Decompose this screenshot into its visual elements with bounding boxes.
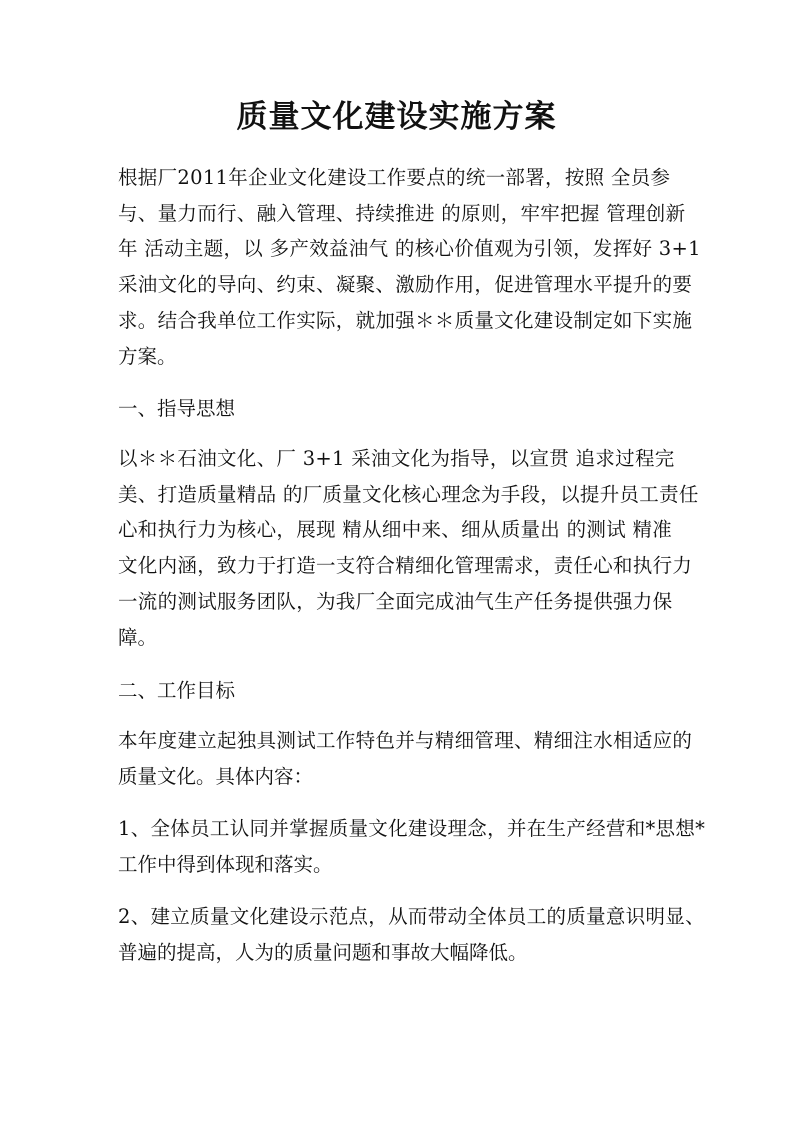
intro-line-6: 方案。: [118, 345, 177, 368]
section2-line-2: 质量文化。具体内容：: [118, 765, 314, 788]
item1-line-2: 工作中得到体现和落实。: [118, 853, 333, 876]
item2-line-2: 普遍的提高，人为的质量问题和事故大幅降低。: [118, 941, 528, 964]
intro-line-3: 年 活动主题，以 多产效益油气 的核心价值观为引领，发挥好 3+1: [118, 237, 701, 260]
section-heading-work-goals: 二、工作目标: [118, 679, 236, 702]
intro-line-1: 根据厂2011年企业文化建设工作要点的统一部署，按照 全员参: [118, 166, 671, 189]
intro-line-4: 采油文化的导向、约束、凝聚、激励作用，促进管理水平提升的要: [118, 273, 693, 296]
item1-line-1: 1、全体员工认同并掌握质量文化建设理念，并在生产经营和*思想*: [118, 817, 706, 840]
document-title: 质量文化建设实施方案: [236, 99, 557, 135]
section1-line-6: 障。: [118, 626, 158, 649]
section1-line-3: 心和执行力为核心，展现 精从细中来、细从质量出 的测试 精准: [118, 518, 673, 541]
section-heading-guiding-thought: 一、指导思想: [118, 397, 236, 420]
item2-line-1: 2、建立质量文化建设示范点，从而带动全体员工的质量意识明显、: [118, 905, 705, 928]
intro-line-2: 与、量力而行、融入管理、持续推进 的原则，牢牢把握 管理创新: [118, 202, 686, 225]
section1-line-1: 以＊＊石油文化、厂 3+1 采油文化为指导，以宣贯 追求过程完: [118, 447, 675, 470]
section1-line-5: 一流的测试服务团队，为我厂全面完成油气生产任务提供强力保: [118, 590, 673, 613]
section2-line-1: 本年度建立起独具测试工作特色并与精细管理、精细注水相适应的: [118, 729, 693, 752]
section1-line-2: 美、打造质量精品 的厂质量文化核心理念为手段，以提升员工责任: [118, 483, 699, 506]
intro-line-5: 求。结合我单位工作实际，就加强＊＊质量文化建设制定如下实施: [118, 309, 693, 332]
section1-line-4: 文化内涵，致力于打造一支符合精细化管理需求，责任心和执行力: [118, 554, 693, 577]
